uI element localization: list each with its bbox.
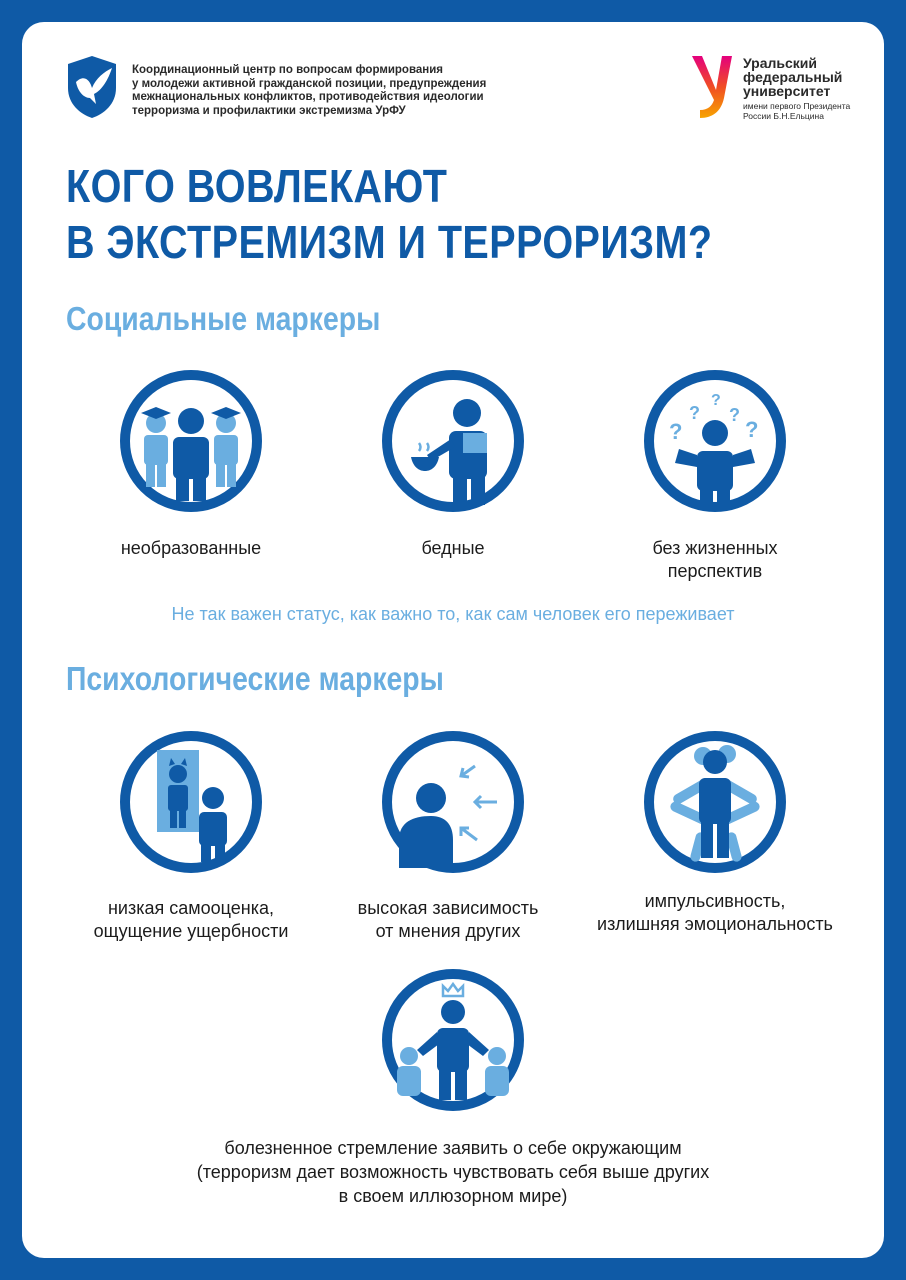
university-subtitle [743,101,850,121]
caption-line: излишняя эмоциональность [597,914,833,934]
university-name [743,56,842,98]
university-sub-line: России Б.Н.Ельцина [743,111,824,121]
org-line: Координационный центр по вопросам формирования [132,64,443,76]
caption-line: перспектив [667,561,763,581]
incoming-arrows-icon [379,728,527,876]
caption-impulsivity [585,890,845,936]
org-line: у молодежи активной гражданской позиции, предупреждения [132,77,487,90]
final-caption [153,1136,753,1208]
page-title [66,158,712,270]
svg-text:?: ? [729,405,740,425]
university-line: федеральный [743,69,843,85]
svg-text:?: ? [711,392,721,409]
title-line: В ЭКСТРЕМИЗМ И ТЕРРОРИЗМ? [66,216,713,268]
svg-text:?: ? [745,417,759,442]
caption-dependence [318,897,578,943]
caption-no-prospects [585,537,845,583]
svg-text:?: ? [669,419,683,444]
university-line: университет [743,83,831,99]
caption-line: бедные [421,538,485,558]
organization-name [132,64,532,118]
caption-poor [323,537,583,560]
shield-dove-icon [66,54,118,120]
caption-line: необразованные [120,538,262,558]
urfu-logo-icon [690,54,734,120]
org-line: межнациональных конфликтов, противодействия идеологии [132,91,484,103]
university-line: Уральский [743,55,818,71]
mirror-devil-icon [117,728,265,876]
caption-line: импульсивность, [644,891,786,911]
svg-text:?: ? [689,403,700,423]
caption-low-self-esteem [61,897,321,943]
caption-line: низкая самооценка, [107,898,275,918]
psych-markers-heading: Психологические маркеры [66,660,444,697]
beggar-icon [379,367,527,515]
impulsive-person-icon [641,728,789,876]
caption-line: без жизненных [652,538,778,558]
status-note: Не так важен статус, как важно то, как сам человек его переживает [171,604,735,624]
social-markers-heading: Социальные маркеры [66,300,381,337]
caption-line: от мнения других [375,921,521,941]
final-caption-line: болезненное стремление заявить о себе окружающим [224,1138,682,1158]
university-sub-line: имени первого Президента [743,101,851,111]
caption-line: высокая зависимость [357,898,539,918]
org-line: терроризма и профилактики экстремизма УрФУ [132,104,406,117]
graduates-icon [117,367,265,515]
caption-uneducated [61,537,321,560]
caption-line: ощущение ущербности [93,921,289,941]
final-caption-line: (терроризм дает возможность чувствовать себя выше других [196,1162,710,1182]
title-line: КОГО ВОВЛЕКАЮТ [66,160,448,212]
confused-person-icon [641,367,789,515]
crowned-person-icon [379,966,527,1114]
final-caption-line: в своем иллюзорном мире) [338,1186,568,1206]
